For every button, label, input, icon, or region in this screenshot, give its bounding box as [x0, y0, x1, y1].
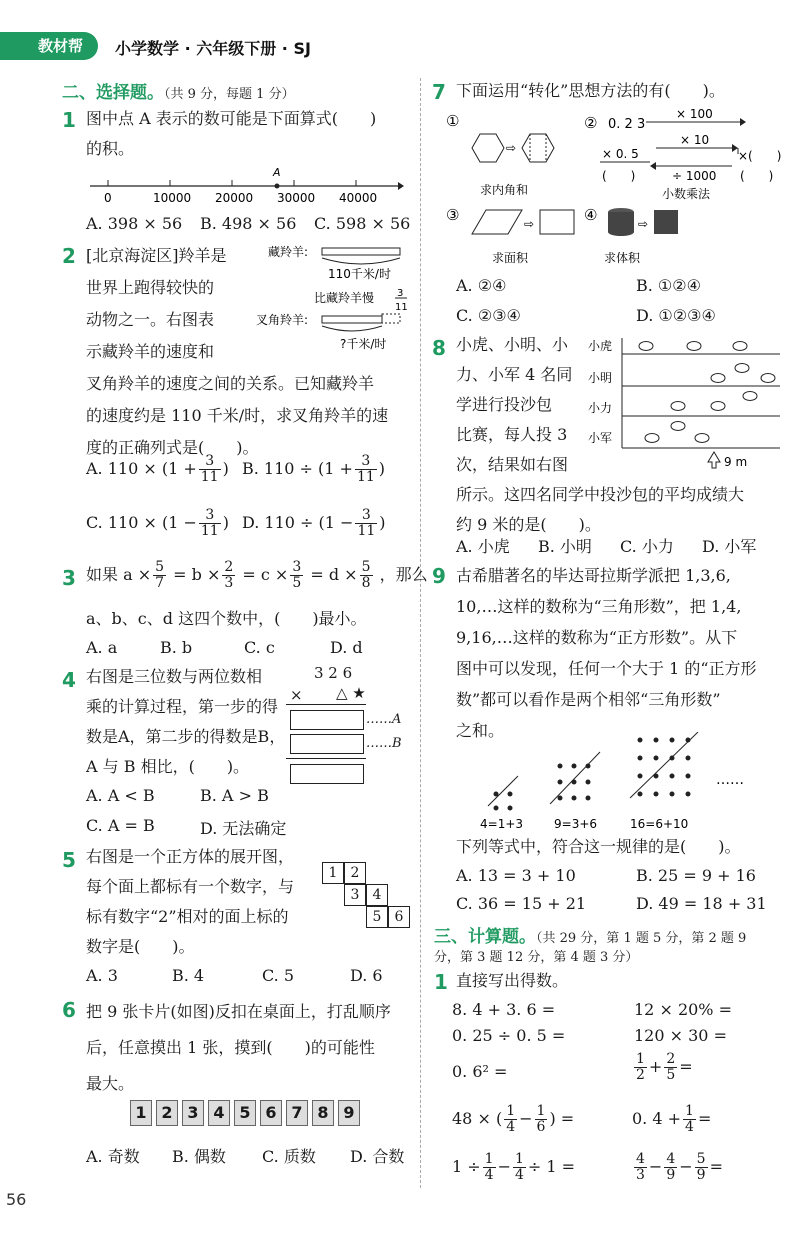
q4-option-b[interactable]: B. A > B — [200, 786, 269, 805]
q4-text: 右图是三位数与两位数相 乘的计算过程，第一步的得 数是A，第二步的得数是B， A 与 B 相比，( )。 — [86, 667, 286, 776]
svg-text:20000: 20000 — [215, 191, 254, 205]
svg-text:③: ③ — [446, 206, 460, 224]
q9-option-b[interactable]: B. 25 = 9 + 16 — [636, 866, 756, 885]
q9-option-a[interactable]: A. 13 = 3 + 10 — [456, 866, 576, 885]
svg-text:×( ): ×( ) — [738, 149, 782, 163]
q4-multiplication-figure: 3 2 6 × △ ★ ……A ……B — [286, 664, 416, 794]
section-3-note: 分，第 3 题 12 分，第 4 题 3 分） — [434, 950, 639, 965]
q1-point-label: A — [273, 166, 281, 179]
q6-number: 6 — [62, 998, 76, 1022]
svg-text:②: ② — [584, 114, 598, 132]
svg-text:× 100: × 100 — [676, 107, 713, 121]
q8-option-a[interactable]: A. 小虎 — [456, 537, 510, 556]
q1-number: 1 — [62, 108, 76, 132]
q4-option-d[interactable]: D. 无法确定 — [200, 819, 287, 838]
svg-text:4=1+3: 4=1+3 — [480, 817, 524, 831]
q8-option-d[interactable]: D. 小军 — [702, 537, 757, 556]
q1-text: 图中点 A 表示的数可能是下面算式( ) 的积。 — [86, 109, 377, 158]
q7-text: 下面运用“转化”思想方法的有( )。 — [456, 81, 725, 100]
calc-b: 12 × 20% = — [634, 1000, 732, 1019]
q2-option-c[interactable]: C. 110 × (1 − $\frac{3}{11}$ ) — [86, 507, 229, 539]
q3-option-b[interactable]: B. b — [160, 638, 193, 657]
svg-text:④: ④ — [584, 206, 598, 224]
calc-j: $\frac{4}{3}$ − $\frac{4}{9}$ − $\frac{5}{9}$ = — [636, 1151, 723, 1183]
q2-speed-diagram — [256, 240, 416, 356]
q6-option-d[interactable]: D. 合数 — [350, 1147, 405, 1166]
q5-option-a[interactable]: A. 3 — [86, 966, 118, 985]
q7-option-b[interactable]: B. ①②④ — [636, 276, 701, 295]
q6-option-a[interactable]: A. 奇数 — [86, 1147, 140, 1166]
svg-text:⇨: ⇨ — [638, 217, 649, 231]
section-2-heading: 二、选择题。（共 9 分，每题 1 分） — [62, 83, 295, 103]
svg-text:求面积: 求面积 — [492, 251, 529, 265]
svg-text:3: 3 — [397, 288, 404, 299]
svg-text:小军: 小军 — [588, 431, 613, 445]
svg-text:藏羚羊:: 藏羚羊: — [268, 245, 309, 259]
q2-text: [北京海淀区]羚羊是 世界上跑得较快的 动物之一。右图表 示藏羚羊的速度和 叉角羚羊的速度之间的关系。已知藏羚羊 的速度约是 110 千米/时，求叉角羚羊的速 度的正确列式是( )。 — [86, 246, 389, 457]
svg-text:?千米/时: ?千米/时 — [340, 337, 387, 351]
q9-text: 古希腊著名的毕达哥拉斯学派把 1,3,6, 10,…这样的数称为“三角形数”，把 1,4, 9,16,…这样的数称为“正方形数”。从下 图中可以发现，任何一个大于 1 的“正方形 数”都可以看作是两个相邻“三角形数” 之和。 — [456, 566, 757, 740]
svg-text:110千米/时: 110千米/时 — [328, 267, 391, 281]
q1-option-c[interactable]: C. 598 × 56 — [314, 214, 411, 233]
calc-h: 0. 4 + $\frac{1}{4}$ = — [632, 1103, 712, 1135]
svg-text:11: 11 — [395, 302, 408, 313]
q8-throw-chart — [586, 334, 786, 474]
q7-option-d[interactable]: D. ①②③④ — [636, 306, 716, 325]
svg-text:叉角羚羊:: 叉角羚羊: — [256, 313, 309, 327]
c1-number: 1 — [434, 970, 448, 994]
q7-option-a[interactable]: A. ②④ — [456, 276, 507, 295]
q2-option-b[interactable]: B. 110 ÷ (1 + $\frac{3}{11}$ ) — [242, 453, 386, 485]
svg-text:× 0. 5: × 0. 5 — [602, 147, 639, 161]
svg-text:⇨: ⇨ — [524, 217, 535, 231]
calc-f: $\frac{1}{2}$ + $\frac{2}{5}$ = — [636, 1051, 693, 1083]
c1-title: 直接写出得数。 — [456, 971, 569, 990]
q7-option-c[interactable]: C. ②③④ — [456, 306, 521, 325]
q9-number: 9 — [432, 564, 446, 588]
calc-i: 1 ÷ $\frac{1}{4}$ − $\frac{1}{4}$ ÷ 1 = — [452, 1151, 576, 1183]
q5-number: 5 — [62, 848, 76, 872]
q3-number: 3 — [62, 566, 76, 590]
q1-number-line — [86, 162, 406, 206]
q4-number: 4 — [62, 668, 76, 692]
svg-text:( ): ( ) — [740, 169, 774, 183]
svg-text:0: 0 — [104, 191, 112, 205]
calc-e: 0. 6² = — [452, 1062, 508, 1081]
svg-text:× 10: × 10 — [680, 133, 710, 147]
q9-option-d[interactable]: D. 49 = 18 + 31 — [636, 894, 767, 913]
q8-text: 小虎、小明、小 力、小军 4 名同 学进行投沙包 比赛，每人投 3 次，结果如右图 所示。这四名同学中投沙包的平均成绩大 约 9 米的是( )。 — [456, 335, 745, 534]
svg-text:⇨: ⇨ — [506, 141, 517, 155]
header-badge: 教材帮 — [0, 32, 98, 60]
svg-text:0. 2 3: 0. 2 3 — [608, 117, 646, 132]
q3-text: 如果 a × $\frac{5}{7}$ = b × $\frac{2}{3}$ = c × $\frac{3}{5}$ = d × $\frac{5}{8}$ ，那么 — [86, 559, 428, 591]
q7-number: 7 — [432, 80, 446, 104]
q6-text: 把 9 张卡片(如图)反扣在桌面上，打乱顺序 后，任意摸出 1 张，摸到( )的可能性 最大。 — [86, 1002, 391, 1093]
q9-text-2: 下列等式中，符合这一规律的是( )。 — [456, 837, 741, 856]
svg-text:比藏羚羊慢: 比藏羚羊慢 — [314, 291, 375, 305]
svg-text:÷ 1000: ÷ 1000 — [672, 169, 717, 183]
svg-text:16=6+10: 16=6+10 — [630, 817, 689, 831]
q3-option-d[interactable]: D. d — [330, 638, 363, 657]
svg-text:小虎: 小虎 — [588, 339, 613, 353]
section-3-heading: 三、计算题。（共 29 分，第 1 题 5 分，第 2 题 9 — [434, 927, 747, 947]
svg-text:……: …… — [716, 772, 744, 788]
q5-option-c[interactable]: C. 5 — [262, 966, 295, 985]
q5-option-d[interactable]: D. 6 — [350, 966, 383, 985]
q5-option-b[interactable]: B. 4 — [172, 966, 205, 985]
q1-option-b[interactable]: B. 498 × 56 — [200, 214, 297, 233]
svg-text:30000: 30000 — [277, 191, 316, 205]
q6-option-c[interactable]: C. 质数 — [262, 1147, 316, 1166]
calc-d: 120 × 30 = — [634, 1026, 727, 1045]
q4-option-c[interactable]: C. A = B — [86, 816, 155, 835]
q8-option-b[interactable]: B. 小明 — [538, 537, 592, 556]
q3-option-c[interactable]: C. c — [244, 638, 275, 657]
q6-option-b[interactable]: B. 偶数 — [172, 1147, 226, 1166]
svg-text:10000: 10000 — [153, 191, 192, 205]
calc-a: 8. 4 + 3. 6 = — [452, 1000, 556, 1019]
q5-text: 右图是一个正方体的展开图， 每个面上都标有一个数字，与 标有数字“2”相对的面上标的 数字是( )。 — [86, 847, 295, 956]
calc-c: 0. 25 ÷ 0. 5 = — [452, 1026, 566, 1045]
q8-number: 8 — [432, 336, 446, 360]
q9-dot-figures — [480, 732, 770, 832]
q8-option-c[interactable]: C. 小力 — [620, 537, 674, 556]
q4-option-a[interactable]: A. A < B — [86, 786, 155, 805]
q2-option-d[interactable]: D. 110 ÷ (1 − $\frac{3}{11}$ ) — [242, 507, 386, 539]
svg-text:小力: 小力 — [588, 401, 613, 415]
q5-cube-net: 1 2 3 4 5 6 — [322, 862, 412, 932]
q7-figures — [440, 106, 790, 276]
svg-text:求体积: 求体积 — [604, 251, 641, 265]
q2-number: 2 — [62, 244, 76, 268]
q1-option-a[interactable]: A. 398 × 56 — [86, 214, 183, 233]
svg-text:求内角和: 求内角和 — [480, 183, 529, 197]
svg-text:小数乘法: 小数乘法 — [662, 187, 711, 201]
svg-text:小明: 小明 — [588, 371, 613, 385]
column-divider — [420, 78, 421, 1188]
q3-option-a[interactable]: A. a — [86, 638, 118, 657]
svg-text:9 m: 9 m — [724, 455, 748, 469]
q3-text-2: a、b、c、d 这四个数中，( )最小。 — [86, 609, 367, 628]
header-title: 小学数学 · 六年级下册 · SJ — [115, 39, 311, 58]
svg-text:9=3+6: 9=3+6 — [554, 817, 598, 831]
q9-option-c[interactable]: C. 36 = 15 + 21 — [456, 894, 587, 913]
svg-text:( ): ( ) — [602, 169, 636, 183]
svg-text:40000: 40000 — [339, 191, 378, 205]
q2-option-a[interactable]: A. 110 × (1 + $\frac{3}{11}$ ) — [86, 453, 229, 485]
page-number: 56 — [6, 1190, 27, 1209]
calc-g: 48 × ( $\frac{1}{4}$ − $\frac{1}{6}$ ) = — [452, 1103, 575, 1135]
svg-text:①: ① — [446, 112, 460, 130]
q6-cards: 1 2 3 4 5 6 7 8 9 — [130, 1100, 364, 1126]
